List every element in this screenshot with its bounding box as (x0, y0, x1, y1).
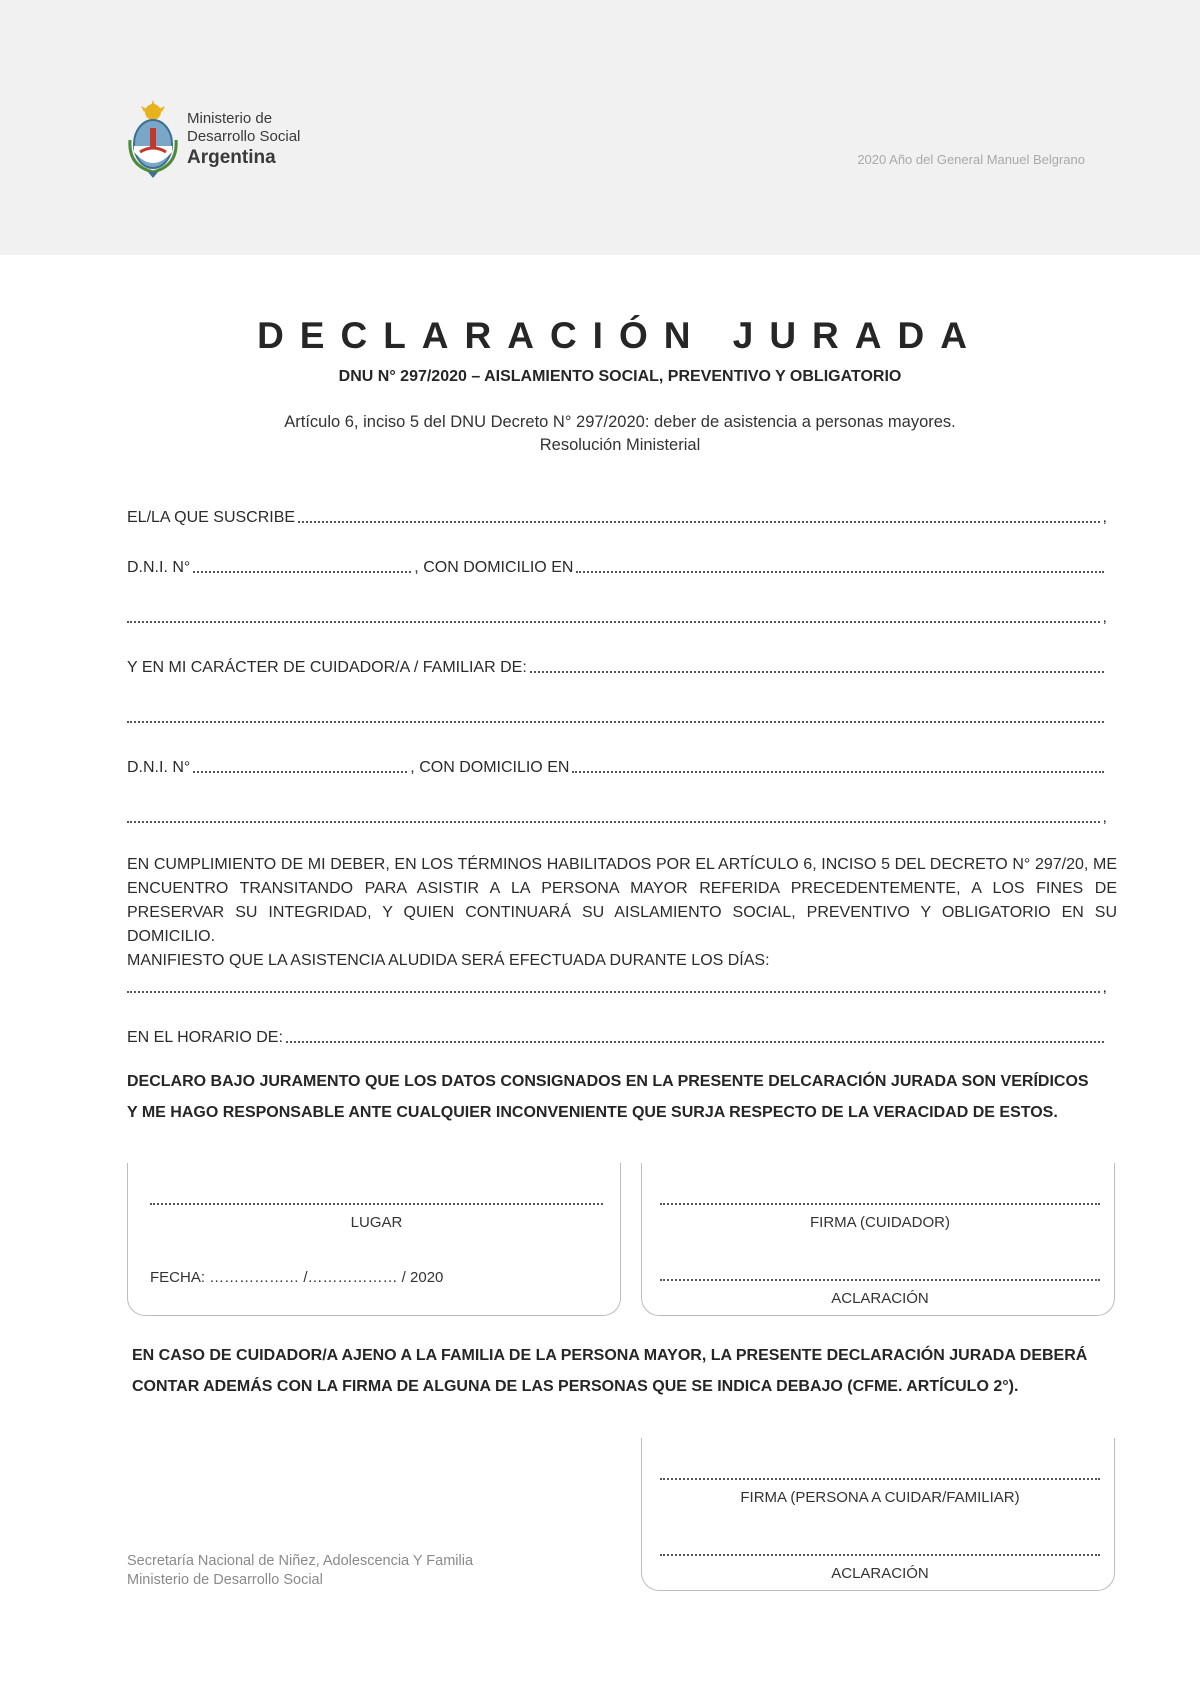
firma-cuidador-label: FIRMA (CUIDADOR) (810, 1214, 950, 1231)
aclaracion-label: ACLARACIÓN (831, 1565, 929, 1582)
fill-line[interactable] (298, 521, 1099, 523)
field-label: Y EN MI CARÁCTER DE CUIDADOR/A / FAMILIAR DE: (127, 659, 527, 676)
sworn-line-2: Y ME HAGO RESPONSABLE ANTE CUALQUIER INCONVENIENTE QUE SURJA RESPECTO DE LA VERACIDAD DE ESTOS. (127, 1104, 1058, 1121)
field-horario[interactable] (127, 1025, 1107, 1047)
signature-box-person (641, 1438, 1115, 1591)
field-label: , CON DOMICILIO EN (410, 759, 570, 776)
field-dni-domicilio-1[interactable] (127, 555, 1107, 577)
lugar-line[interactable] (150, 1203, 603, 1205)
aclaracion-label: ACLARACIÓN (831, 1290, 929, 1307)
caregiver-notice (132, 1340, 1087, 1402)
fill-line[interactable] (127, 821, 1100, 823)
fill-line[interactable] (127, 991, 1100, 993)
field-label: , CON DOMICILIO EN (414, 559, 574, 576)
field-dias[interactable] (127, 975, 1107, 997)
field-suscribe[interactable] (127, 505, 1107, 527)
fill-line[interactable] (530, 671, 1104, 673)
ministry-line-1: Ministerio de (187, 110, 273, 127)
lugar-label: LUGAR (350, 1214, 403, 1231)
signature-box-place-date (127, 1163, 621, 1316)
field-caracter-cont[interactable] (127, 705, 1107, 727)
sworn-declaration (127, 1066, 1089, 1128)
field-label: EL/LA QUE SUSCRIBE (127, 509, 296, 526)
page-header (0, 0, 1200, 255)
field-domicilio-2-cont[interactable] (127, 805, 1107, 827)
field-label: EN EL HORARIO DE: (127, 1029, 283, 1046)
compliance-text: EN CUMPLIMIENTO DE MI DEBER, EN LOS TÉRMINOS HABILITADOS POR EL ARTÍCULO 6, INCISO 5 DEL DECRETO N° 297/20, ME ENCUENTRO TRANSITANDO PARA ASISTIR A LA PERSONA MAYOR REFERIDA PRECEDENTEMENTE, A LOS FINES DE PRESERVAR SU INTEGRIDAD, Y QUIEN CONTINUARÁ SU AISLAMIENTO SOCIAL, PREVENTIVO Y OBLIGATORIO EN SU DOMICILIO. (127, 856, 1117, 945)
field-label: D.N.I. N° (127, 559, 191, 576)
field-dni-domicilio-2[interactable] (127, 755, 1107, 777)
fill-line[interactable] (572, 771, 1104, 773)
aclaracion-line[interactable] (660, 1279, 1100, 1281)
fill-line[interactable] (193, 771, 407, 773)
document-title: DECLARACIÓN JURADA (257, 315, 983, 356)
fill-line[interactable] (286, 1041, 1104, 1043)
ministry-country: Argentina (187, 147, 276, 168)
article-reference (0, 411, 1200, 457)
fill-line[interactable] (127, 621, 1100, 623)
firma-persona-label: FIRMA (PERSONA A CUIDAR/FAMILIAR) (740, 1489, 1020, 1506)
ministry-name (187, 110, 300, 170)
fill-line[interactable] (127, 721, 1104, 723)
compliance-days-text: MANIFIESTO QUE LA ASISTENCIA ALUDIDA SERÁ EFECTUADA DURANTE LOS DÍAS: (127, 952, 770, 969)
footer-line-1: Secretaría Nacional de Niñez, Adolescencia Y Familia (127, 1553, 474, 1569)
article-line-1: Artículo 6, inciso 5 del DNU Decreto N° 297/2020: deber de asistencia a personas mayores. (284, 413, 956, 431)
year-motto: 2020 Año del General Manuel Belgrano (857, 152, 1085, 167)
compliance-paragraph (127, 853, 1117, 973)
field-comma: , (1102, 809, 1107, 826)
firma-line[interactable] (660, 1478, 1100, 1480)
field-caracter[interactable] (127, 655, 1107, 677)
field-domicilio-1-cont[interactable] (127, 605, 1107, 627)
field-comma: , (1102, 979, 1107, 996)
sworn-line-1: DECLARO BAJO JURAMENTO QUE LOS DATOS CONSIGNADOS EN LA PRESENTE DELCARACIÓN JURADA SON VERÍDICOS (127, 1073, 1089, 1090)
field-comma: , (1102, 509, 1107, 526)
footer-line-2: Ministerio de Desarrollo Social (127, 1572, 323, 1588)
signature-box-caregiver (641, 1163, 1115, 1316)
fill-line[interactable] (193, 571, 411, 573)
ministry-line-2: Desarrollo Social (187, 128, 301, 145)
document-subtitle: DNU N° 297/2020 – AISLAMIENTO SOCIAL, PREVENTIVO Y OBLIGATORIO (338, 368, 902, 385)
firma-line[interactable] (660, 1203, 1100, 1205)
coat-of-arms-icon (128, 100, 178, 178)
aclaracion-line[interactable] (660, 1554, 1100, 1556)
page-footer (127, 1552, 473, 1590)
field-label: D.N.I. N° (127, 759, 191, 776)
fill-line[interactable] (576, 571, 1104, 573)
fecha-field[interactable]: FECHA: ……………… /……………… / 2020 (150, 1269, 444, 1286)
notice-line-1: EN CASO DE CUIDADOR/A AJENO A LA FAMILIA DE LA PERSONA MAYOR, LA PRESENTE DECLARACIÓN JURADA DEBERÁ (132, 1347, 1088, 1364)
field-comma: , (1102, 609, 1107, 626)
article-line-2: Resolución Ministerial (539, 436, 701, 454)
notice-line-2: CONTAR ADEMÁS CON LA FIRMA DE ALGUNA DE LAS PERSONAS QUE SE INDICA DEBAJO (CFME. ARTÍCULO 2°). (132, 1378, 1019, 1395)
